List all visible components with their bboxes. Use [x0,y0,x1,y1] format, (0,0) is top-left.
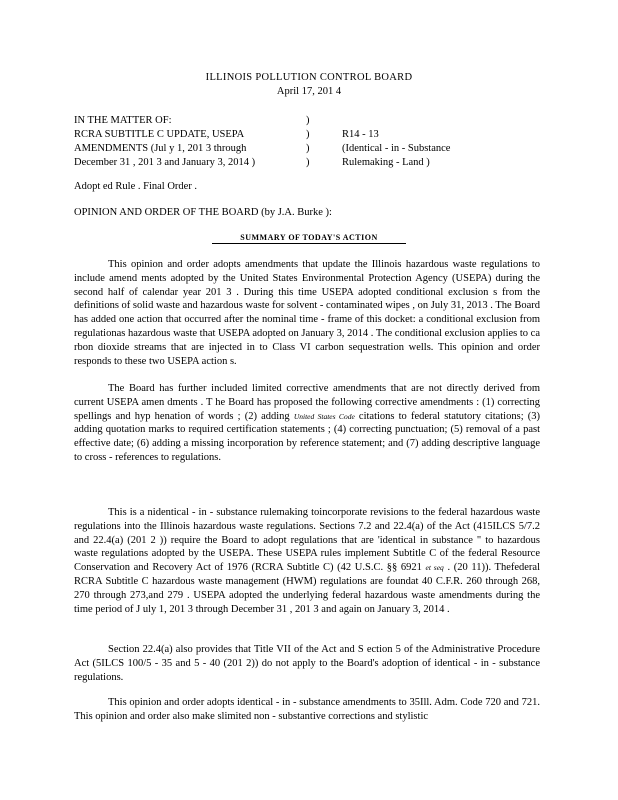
et-seq-italic: et seq [425,563,444,573]
caption-left: AMENDMENTS (Jul y 1, 201 3 through [74,143,247,154]
paragraph-5 [74,696,540,724]
caption-paren: ) [306,115,310,126]
case-caption [74,114,554,170]
caption-row [74,114,554,128]
caption-right: Rulemaking - Land ) [342,157,430,168]
paragraph-3-text-b: . (20 11)). Thefederal RCRA Subtitle C hazardous waste management (HWM) regulations are foundat 40 C.F.R. 260 through 268, 270 through 273,and 279 . USEPA adopted the underlying federal hazardous waste amendments during the time period of J uly 1, 201 3 through December 31 , 201 3 and again on January 3, 2014 . [74,562,540,615]
usc-italic: United States Code [293,411,355,421]
caption-paren: ) [306,157,310,168]
summary-heading: SUMMARY OF TODAY'S ACTION [212,233,406,244]
order-date: April 17, 201 4 [276,86,342,97]
paragraph-4 [74,643,540,684]
caption-left: IN THE MATTER OF: [74,115,172,126]
paragraph-1 [74,258,540,368]
caption-left: December 31 , 201 3 and January 3, 2014 ) [74,157,256,168]
caption-paren: ) [306,129,310,140]
board-heading: ILLINOIS POLLUTION CONTROL BOARD [205,72,413,83]
paragraph-2 [74,382,540,465]
caption-paren: ) [306,143,310,154]
opinion-heading: OPINION AND ORDER OF THE BOARD (by J.A. Burke ): [74,207,332,218]
caption-left: RCRA SUBTITLE C UPDATE, USEPA [74,129,245,140]
caption-row [74,142,554,156]
caption-right: R14 - 13 [342,129,379,140]
paragraph-2-text-a: The Board has further included limited corrective amendments that are not directly derived from current USEPA amen dments . T he Board has proposed the following corrective amendments : (1) correcting spellings and hyp henation of words ; (2) adding [74,383,540,422]
paragraph-4-text: Section 22.4(a) also provides that Title VII of the Act and S ection 5 of the Administrative Procedure Act (5ILCS 100/5 - 35 and 5 - 40 (201 2)) do not apply to the Board's adoption of identical - in - substance regulations. [74,644,540,683]
caption-right: (Identical - in - Substance [342,143,451,154]
paragraph-1-text: This opinion and order adopts amendments that update the Illinois hazardous waste regulations to include amend ments adopted by the United States Environmental Protection Agency (USEPA) during the second half of calendar year 201 3 . During this time USEPA adopted conditional exclusion s from the definitions of solid waste and hazardous waste for solvent - contaminated wipes , on July 31, 2013 . The Board has added one action that occurred after the nominal time - frame of this docket: a conditional exclusion from regulationas hazardous waste that USEPA adopted on January 3, 2014 . The conditional exclusion applies to ca rbon dioxide streams that are injected in to Class VI carbon sequestration wells. This opinion and order responds to these two USEPA action s. [74,259,540,367]
adopted-rule-line: Adopt ed Rule . Final Order . [74,181,198,192]
paragraph-5-text: This opinion and order adopts identical - in - substance amendments to 35Ill. Adm. Code 720 and 721. This opinion and order also make slimited non - substantive corrections and stylistic [74,697,540,722]
caption-row [74,156,554,170]
paragraph-3-text-a: This is a nidentical - in - substance rulemaking toincorporate revisions to the federal hazardous waste regulations into the Illinois hazardous waste regulations. Sections 7.2 and 22.4(a) of the Act (415ILCS 5/7.2 and 22.4(a) (201 2 )) require the Board to adopt regulations that are 'identical in substance " to hazardous waste regulations adopted by the USEPA. These USEPA rules implement Subtitle C of the federal Resource Conservation and Recovery Act of 1976 (RCRA Subtitle C) (42 U.S.C. §§ 6921 [74,507,540,574]
caption-row [74,128,554,142]
paragraph-2-text-b: citations to federal statutory citations; (3) adding quotation marks to required certification statements ; (4) correcting punctuation; (5) removal of a past effective date; (6) adding a missing incorporation by reference statement; and (7) adding descriptive language to cross - references to regulations. [74,410,540,463]
paragraph-3 [74,506,540,616]
